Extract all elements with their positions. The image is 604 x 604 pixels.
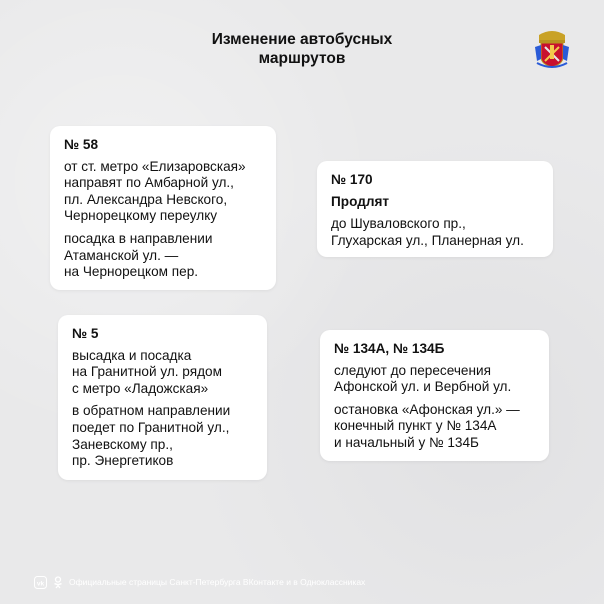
route-5-description	[72, 348, 253, 398]
route-170-description	[331, 216, 539, 249]
text-line: посадка в направлении	[64, 230, 213, 246]
page-title-line-2: маршрутов	[258, 50, 346, 67]
odnoklassniki-icon[interactable]	[53, 576, 63, 589]
footer-text: Официальные страницы Санкт-Петербурга ВКонтакте и в Одноклассниках	[69, 577, 366, 587]
route-58-description	[64, 159, 262, 225]
text-line: Заневскому пр.,	[72, 436, 173, 452]
text-line: от ст. метро «Елизаровская»	[64, 158, 246, 174]
text-line: пл. Александра Невского,	[64, 191, 228, 207]
text-line: Афонской ул. и Вербной ул.	[334, 379, 512, 395]
text-line: на Чернорецком пер.	[64, 264, 199, 280]
saint-petersburg-coat-of-arms-icon	[533, 29, 571, 69]
route-134-description	[334, 363, 535, 396]
page-title	[150, 30, 454, 68]
text-line: до Шуваловского пр.,	[331, 216, 466, 232]
text-line: поедет по Гранитной ул.,	[72, 419, 230, 435]
route-134-stop-note	[334, 402, 535, 452]
text-line: конечный пункт у № 134А	[334, 418, 497, 434]
text-line: с метро «Ладожская»	[72, 380, 209, 396]
route-58-card	[50, 126, 276, 290]
route-5-number: № 5	[72, 326, 99, 341]
text-line: в обратном направлении	[72, 403, 231, 419]
text-line: на Гранитной ул. рядом	[72, 364, 222, 380]
text-line: Глухарская ул., Планерная ул.	[331, 232, 524, 248]
route-5-card	[58, 315, 267, 480]
route-58-number: № 58	[64, 137, 99, 152]
route-5-return-note	[72, 403, 253, 469]
text-line: Атаманской ул. —	[64, 247, 179, 263]
text-line: высадка и посадка	[72, 347, 192, 363]
text-line: направят по Амбарной ул.,	[64, 175, 234, 191]
vk-icon[interactable]	[34, 576, 47, 589]
route-134-number: № 134А, № 134Б	[334, 341, 445, 356]
footer	[34, 575, 365, 589]
text-line: пр. Энергетиков	[72, 453, 174, 469]
text-line: следуют до пересечения	[334, 362, 491, 378]
route-170-number: № 170	[331, 172, 373, 187]
text-line: и начальный у № 134Б	[334, 434, 479, 450]
text-line: остановка «Афонская ул.» —	[334, 401, 520, 417]
text-line: Чернорецкому переулку	[64, 208, 218, 224]
route-58-boarding-note	[64, 231, 262, 281]
svg-text:vk: vk	[36, 579, 45, 587]
route-170-card	[317, 161, 553, 257]
route-170-heading: Продлят	[331, 193, 390, 209]
route-134-card	[320, 330, 549, 461]
page-title-line-1: Изменение автобусных	[211, 31, 393, 48]
